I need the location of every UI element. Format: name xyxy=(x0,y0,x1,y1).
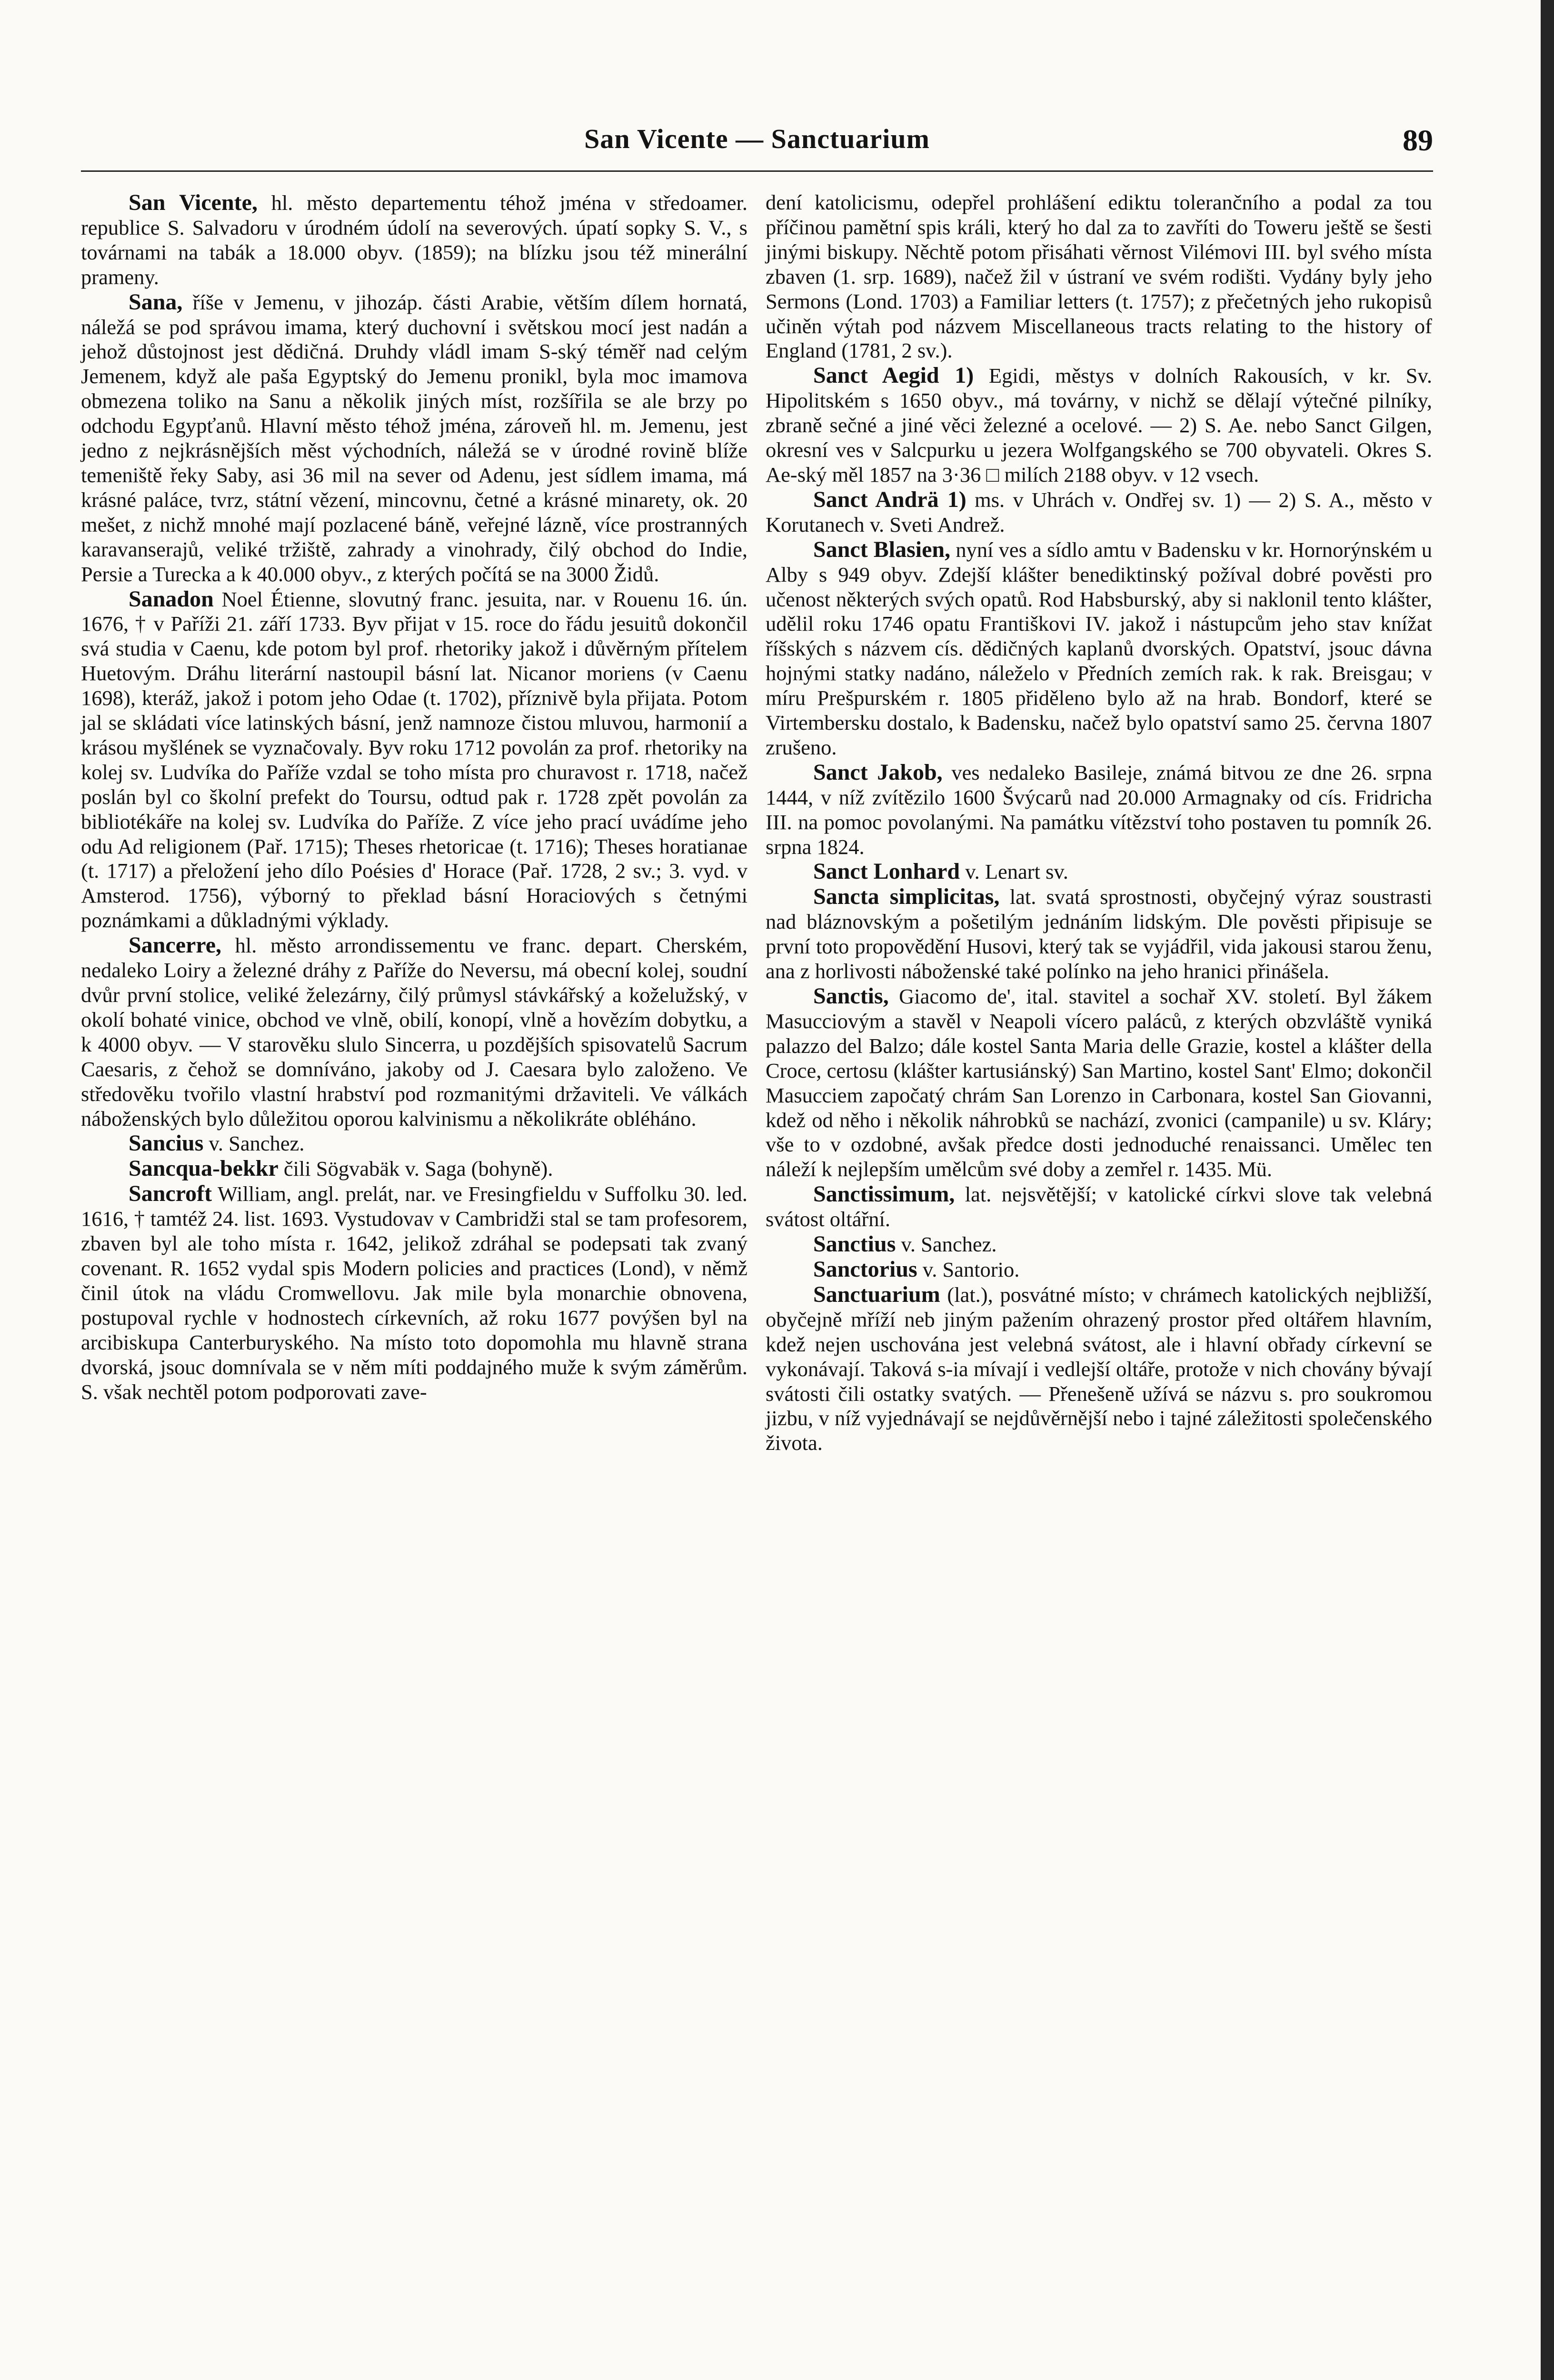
entry-text: ves nedaleko Basileje, známá bitvou ze dne 26. srpna 1444, v níž zvítězilo 1600 Švýcarů nad 20.000 Armagnaky od cís. Fridricha III. na pomoc povolanými. Na památku vítězství toho postaven tu pomník 26. srpna 1824. xyxy=(766,760,1432,859)
entry-headword: Sancroft xyxy=(129,1181,212,1207)
entry-text: (lat.), posvátné místo; v chrámech katolických nejbližší, obyčejně mříží neb jiným pažením ohrazený prostor před oltářem hlavním, kdež nejen uschována jest velebná svátost, ale i hlavní obřady církevní se vykonávají. Taková s-ia mívají i vedlejší oltáře, protože v nich chovány bývají svátosti čili ostatky svatých. — Přenešeně užívá se názvu s. pro soukromou jizbu, v níž vyjednávají se nejdůvěrnější nebo i tajné záležitosti společenského života. xyxy=(766,1282,1432,1455)
entry-headword: Sanctorius xyxy=(813,1256,917,1282)
entry-text: v. Santorio. xyxy=(917,1257,1020,1281)
entry-text: dení katolicismu, odepřel prohlášení ediktu tolerančního a podal za tou příčinou pamětní spis králi, který ho dal za to zavříti do Toweru ještě se šesti jinými biskupy. Něchtě potom přisáhati věrnost Vilémovi III. byl svého místa zbaven (1. srp. 1689), načež žil v ústraní ve svém rodišti. Vydány byly jeho Sermons (Lond. 1703) a Familiar letters (t. 1757); z přečetných jeho rukopisů učiněn výtah pod názvem Miscellaneous tracts relating to the history of England (1781, 2 sv.). xyxy=(766,190,1432,363)
dictionary-entry xyxy=(81,190,747,290)
entry-text: nyní ves a sídlo amtu v Badensku v kr. Hornorýnském u Alby s 949 obyv. Zdejší klášter benediktinský požíval dobré pověsti pro učenost některých svých opatů. Rod Habsburský, aby si naklonil tento klášter, udělil roku 1746 opatu Františkovi IV. jakož i nástupcům jeho stav knížat říšských s názvem cís. dědičných kaplanů dvorských. Opatství, jsouc dávna hojnými statky nadáno, náleželo v Předních zemích rak. k rak. Breisgau; v míru Prešpurském r. 1805 přiděleno bylo až na hrab. Bondorf, které se Virtembersku dostalo, k Badensku, načež bylo opatství samo 25. června 1807 zrušeno. xyxy=(766,537,1432,759)
dictionary-entry xyxy=(766,760,1432,860)
dictionary-entry xyxy=(766,190,1432,363)
entry-text: ms. v Uhrách v. Ondřej sv. 1) — 2) S. A., město v Korutanech v. Sveti Andrež. xyxy=(766,487,1432,536)
entry-text: hl. město departementu téhož jména v středoamer. republice S. Salvadoru v úrodném údolí na severových. úpatí sopky S. V., s továrnami na tabák a 18.000 obyv. (1859); na blízku jsou též minerální prameny. xyxy=(81,191,747,289)
dictionary-entry xyxy=(766,1282,1432,1456)
entry-text: Noel Étienne, slovutný franc. jesuita, nar. v Rouenu 16. ún. 1676, † v Paříži 21. září 1733. Byv přijat v 15. roce do řádu jesuitů dokončil svá studia v Caenu, kde potom byl prof. rhetoriky jakož i důvěrným přítelem Huetovým. Dráhu literární nastoupil básní lat. Nicanor moriens (v Caenu 1698), kteráž, jakož i potom jeho Odae (t. 1702), příznivě byla přijata. Potom jal se skládati více latinských básní, jenž namnoze čistou mluvou, harmonií a krásou myšlének se vyznačovaly. Byv roku 1712 povolán za prof. rhetoriky na kolej sv. Ludvíka do Paříže vzdal se toho místa pro churavost r. 1718, načež poslán byl co školní prefekt do Toursu, odtud pak r. 1728 zpět povolán za bibliotékáře na kolej sv. Ludvíka do Paříže. Z více jeho prací uvádíme jeho odu Ad religionem (Pař. 1715); Theses rhetoricae (t. 1716); Theses horatianae (t. 1717) a přeložení jeho dílo Poésies d' Horace (Pař. 1728, 2 sv.; 3. vyd. v Amsterod. 1756), výborný to překlad básní Horaciových s četnými poznámkami a důkladnými výklady. xyxy=(81,587,747,932)
dictionary-entry xyxy=(766,537,1432,760)
entry-headword: Sanct Aegid 1) xyxy=(813,363,974,388)
left-column xyxy=(81,190,747,1404)
entry-headword: Sanct Jakob, xyxy=(813,759,943,785)
dictionary-entry xyxy=(766,487,1432,537)
dictionary-entry xyxy=(766,884,1432,984)
entry-text: Egidi, městys v dolních Rakousích, v kr. Sv. Hipolitském s 1650 obyv., má továrny, v nichž se dělají výtečné pilníky, zbraně sečné a jiné věci železné a ocelové. — 2) S. Ae. nebo Sanct Gilgen, okresní ves v Salcpurku u jezera Wolfgangského se 700 obyvateli. Okres S. Ae-ský měl 1857 na 3·36 □ milích 2188 obyv. v 12 vsech. xyxy=(766,364,1433,486)
entry-headword: Sanct Blasien, xyxy=(813,536,951,562)
entry-text: v. Lenart sv. xyxy=(960,860,1068,884)
entry-text: v. Sanchez. xyxy=(203,1131,305,1156)
dictionary-entry xyxy=(81,933,747,1131)
entry-text: William, angl. prelát, nar. ve Fresingfieldu v Suffolku 30. led. 1616, † tamtéž 24. list. 1693. Vystudovav v Cambridži stal se tam profesorem, zbaven byl ale toho místa r. 1642, jelikož zdráhal se podepsati tak zvaný covenant. R. 1652 vydal spis Modern policies and practices (Lond), v němž činil útok na vládu Cromwellovu. Jak mile byla monarchie obnovena, postupoval rychle v hodnostech církevních, až roku 1677 povýšen byl na arcibiskupa Canterburyského. Na místo toto dopomohla mu hlavně strana dvorská, jsouc domnívala se v něm míti poddajného muže k svým záměrům. S. však nechtěl potom podporovati zave- xyxy=(81,1182,747,1404)
dictionary-entry xyxy=(766,1257,1432,1282)
dictionary-entry xyxy=(81,1181,747,1404)
scan-edge xyxy=(1541,0,1554,2380)
dictionary-entry xyxy=(766,984,1432,1182)
dictionary-entry xyxy=(81,1156,747,1181)
dictionary-entry xyxy=(81,1131,747,1156)
entry-headword: Sanctius xyxy=(813,1231,896,1257)
entry-headword: San Vicente, xyxy=(129,190,258,215)
running-head: San Vicente — Sanctuarium xyxy=(584,123,930,154)
dictionary-entry xyxy=(766,1182,1432,1232)
dictionary-entry xyxy=(766,363,1432,487)
entry-text: říše v Jemenu, v jihozáp. části Arabie, větším dílem hornatá, náležá se pod správou imama, který duchovní i světskou mocí jest nadán a jehož důstojnost jest dědičná. Druhdy vládl imam S-ský téměř nad celým Jemenem, když ale paša Egyptský do Jemenu pronikl, byla moc imamova obmezena toliko na Sanu a několik jiných míst, rozšířila se ale brzy po odchodu Egypťanů. Hlavní město téhož jména, zároveň hl. m. Jemenu, jest jedno z nejkrásnějších měst východních, náležá se v úrodné rovině blíže temeniště řeky Saby, asi 36 mil na sever od Adenu, jest sídlem imama, má krásné paláce, tvrz, státní vězení, mincovnu, četné a krásné minarety, ok. 20 mešet, z nichž mnohé mají pozlacené báně, veřejné lázně, více prostranných karavanserajů, veliké tržiště, zahrady a vinohrady, čilý obchod do Indie, Persie a Turecka a k 40.000 obyv., z kterých počítá se na 3000 Židů. xyxy=(81,290,747,586)
page-number: 89 xyxy=(1403,123,1433,157)
entry-headword: Sancqua-bekkr xyxy=(129,1156,279,1181)
entry-text: v. Sanchez. xyxy=(896,1232,997,1257)
entry-text: hl. město arrondissementu ve franc. depart. Cherském, nedaleko Loiry a železné dráhy z Paříže do Neversu, má obecní kolej, soudní dvůr první stolice, veliké železárny, čilý průmysl stávkářský a koželužský, v okolí bohaté vinice, obchod ve vlně, obilí, konopí, vlně a hovězím dobytku, a k 4000 obyv. — V starověku slulo Sincerra, u pozdějších spisovatelů Sacrum Caesaris, z čehož se domníváno, jakoby od J. Caesara bylo založeno. Ve středověku tvořilo vlastní hrabství pod rozmanitými državiteli. Ve válkách náboženských bylo důležitou oporou kalvinismu a několikráte obléháno. xyxy=(81,933,747,1130)
entry-headword: Sanct Lonhard xyxy=(813,859,960,884)
entry-text: lat. svatá sprostnosti, obyčejný výraz soustrasti nad bláznovským a pošetilým jednáním lidským. Dle pověsti připisuje se první toto propovědění Husovi, který tak se vyjádřil, vida jakousi starou ženu, ana z horlivosti náboženské také polínko na jeho hranici přinášela. xyxy=(766,885,1432,983)
entry-headword: Sancius xyxy=(129,1130,204,1156)
entry-headword: Sanctis, xyxy=(813,983,889,1009)
dictionary-entry xyxy=(766,859,1432,884)
entry-text: čili Sögvabäk v. Saga (bohyně). xyxy=(278,1157,553,1181)
header-rule xyxy=(81,170,1433,172)
dictionary-entry xyxy=(81,587,747,933)
right-column xyxy=(766,190,1432,1456)
entry-text: Giacomo de', ital. stavitel a sochař XV. století. Byl žákem Masucciovým a stavěl v Neapoli vícero paláců, z kterých obzvláště vyniká palazzo del Balzo; dále kostel Santa Maria delle Grazie, kostel a klášter della Croce, certosu (klášter kartusiánský) San Martino, kostel Sant' Elmo; dokončil Masucciem započatý chrám San Lorenzo in Carbonara, kostel San Giovanni, kdež od něho i několik náhrobků se nachází, zvonici (campanile) u sv. Kláry; vše to v ozdobné, avšak předce dosti jednoduché renaissanci. Umělec ten náleží k nejlepším umělcům své doby a zemřel r. 1435. Mü. xyxy=(766,984,1432,1181)
dictionary-entry xyxy=(766,1232,1432,1257)
entry-headword: Sanctuarium xyxy=(813,1281,940,1307)
entry-text: lat. nejsvětější; v katolické církvi slove tak velebná svátost oltářní. xyxy=(766,1182,1432,1231)
entry-headword: Sanadon xyxy=(129,586,214,612)
entry-headword: Sana, xyxy=(129,289,183,315)
entry-headword: Sancerre, xyxy=(129,932,222,958)
entry-headword: Sancta simplicitas, xyxy=(813,884,1000,910)
entry-headword: Sanctissimum, xyxy=(813,1181,955,1207)
page-header xyxy=(81,123,1433,161)
entry-headword: Sanct Andrä 1) xyxy=(813,486,966,512)
dictionary-entry xyxy=(81,290,747,587)
